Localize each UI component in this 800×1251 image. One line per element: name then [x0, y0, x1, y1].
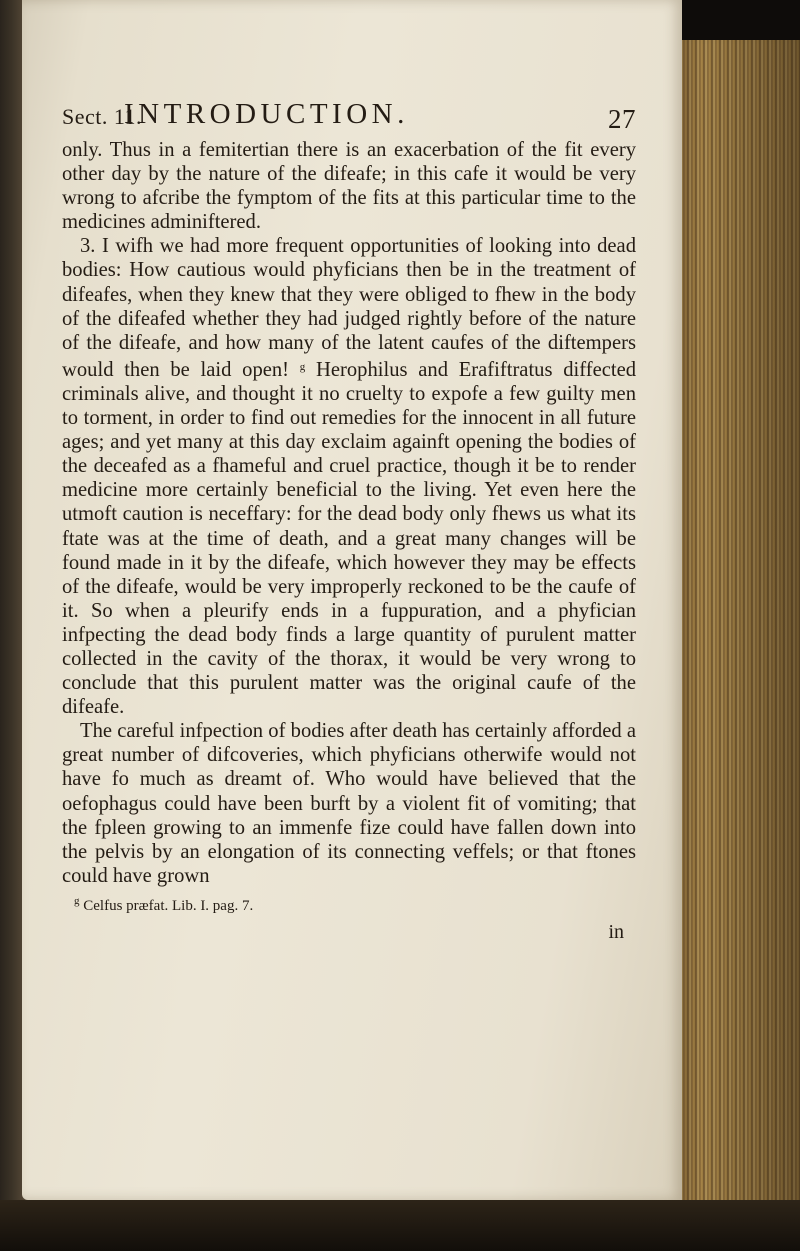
background-corner: [680, 0, 800, 44]
page-text-block: [62, 98, 636, 944]
paragraph-2: [62, 234, 636, 719]
body-text: [62, 138, 636, 888]
paragraph-text: The careful infpection of bodies after death has certainly afforded a great number of difcoveries, which phyficians otherwife would not have fo much as dreamt of. Who would have believed that the oefophagus could have been burft by a violent fit of vomiting; that the fpleen growing to an immenfe fize could have fallen down into the pelvis by an elongation of its connecting veffels; or that ftones could have grown: [62, 720, 636, 887]
footnote: [62, 890, 636, 917]
running-title: INTRODUCTION.: [124, 98, 409, 130]
book-bottom-edge: [0, 1200, 800, 1251]
running-head: [62, 98, 636, 138]
paragraph-number: 3.: [80, 235, 96, 258]
section-label: Sect. 11.: [62, 104, 143, 129]
footnote-text: Celfus præfat. Lib. I. pag. 7.: [83, 897, 254, 914]
paragraph-1: [62, 138, 636, 234]
paragraph-3: [62, 719, 636, 888]
footnote-marker: g: [299, 360, 306, 373]
catchword: in: [608, 920, 624, 943]
paragraph-text: I wifh we had more frequent opportunities of looking into dead bodies: How cautious would phyficians then be in the treatment of difeafes, when they knew that they were obliged to fhew in the body of the difeafed whether they had judged rightly before of the nature of the difeafe, and how many of the latent caufes of the diftempers would then be laid open!: [62, 235, 636, 381]
paragraph-text-continued: Herophilus and Erafiftratus diffected criminals alive, and thought it no cruelty to expofe a few guilty men to torment, in order to find out remedies for the innocent in all future ages; and yet many at this day exclaim againft opening the bodies of the deceafed as a fhameful and cruel practice, though it be to render medicine more certainly beneficial to the living. Yet even here the utmoft caution is neceffary: for the dead body only fhews us what its ftate was at the time of death, and a great many changes will be found made in it by the difeafe, which however they may be effects of the difeafe, would be very improperly reckoned to be the caufe of it. So when a pleurify ends in a fuppuration, and a phyfician infpecting the dead body finds a large quantity of purulent matter collected in the cavity of the thorax, it would be very wrong to conclude that this purulent matter was the original caufe of the difeafe.: [62, 358, 637, 719]
page-number: 27: [608, 104, 636, 134]
paragraph-text: only. Thus in a femitertian there is an exacerbation of the fit every other day by the nature of the difeafe; in this cafe it would be very wrong to afcribe the fymptom of the fits at this particular time to the medicines adminiftered.: [62, 139, 636, 234]
footnote-mark: g: [74, 894, 80, 907]
